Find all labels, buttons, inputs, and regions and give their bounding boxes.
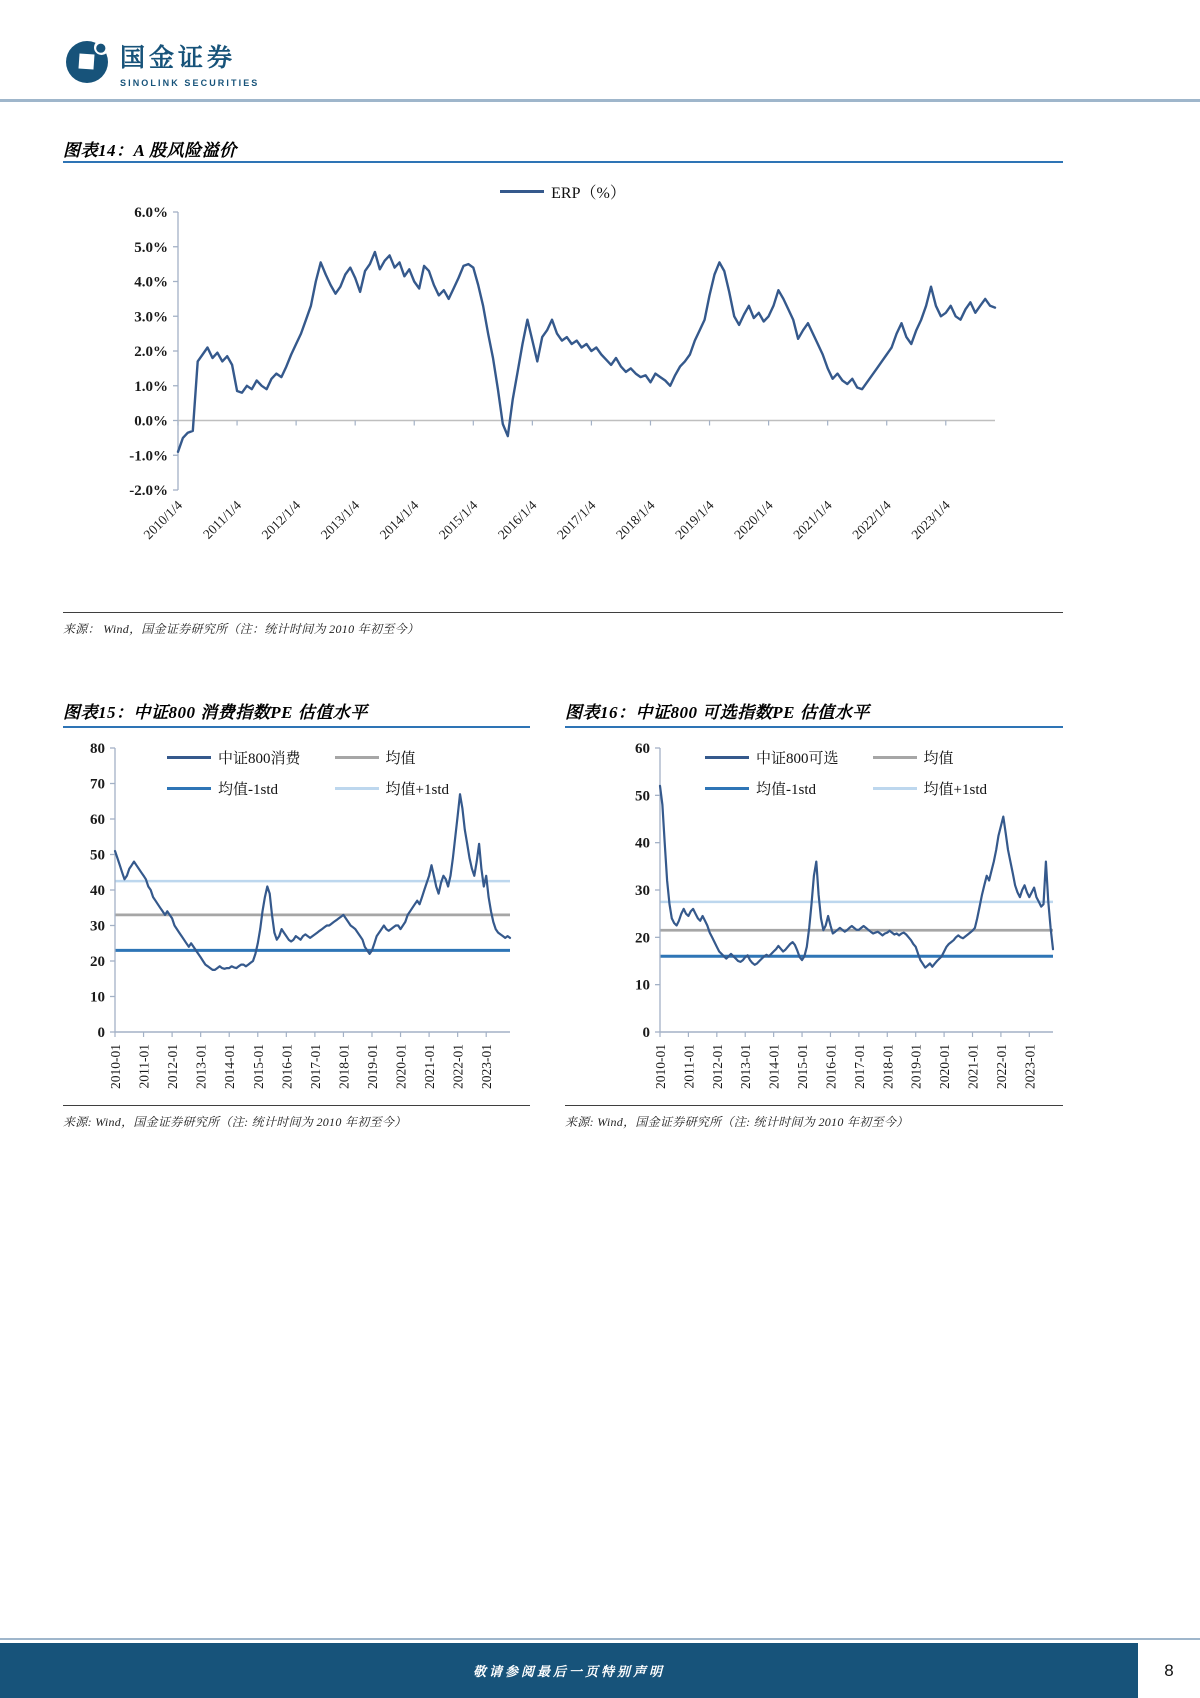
brand-name-cn: 国金证券 [120, 44, 237, 72]
mean-plus-1std-swatch [335, 787, 379, 790]
legend-label: 中证800可选 [756, 751, 839, 767]
mean-line-swatch [873, 756, 917, 759]
legend-item-mean-minus-1std [705, 778, 839, 799]
svg-text:2023/1/4: 2023/1/4 [908, 497, 953, 543]
svg-text:30: 30 [90, 918, 105, 935]
legend-label: 均值 [385, 751, 416, 767]
legend-item-mean-minus-1std [167, 778, 301, 799]
legend-item-mean-plus-1std [873, 778, 987, 799]
svg-text:0.0%: 0.0% [134, 413, 168, 430]
figure14-title-underline [63, 161, 1063, 163]
svg-text:5.0%: 5.0% [134, 239, 168, 256]
consumer-line-swatch [167, 756, 211, 759]
svg-text:2011/1/4: 2011/1/4 [199, 497, 245, 542]
mean-minus-1std-swatch [167, 787, 211, 790]
figure15-bottom-rule [63, 1105, 530, 1106]
svg-text:2012/1/4: 2012/1/4 [258, 497, 304, 543]
mean-minus-1std-swatch [705, 787, 749, 790]
svg-text:10: 10 [635, 977, 650, 994]
page-footer [0, 1643, 1200, 1698]
svg-text:2012-01: 2012-01 [165, 1044, 181, 1089]
page-header [0, 0, 1200, 99]
svg-text:2023-01: 2023-01 [1022, 1044, 1038, 1089]
svg-text:2014-01: 2014-01 [766, 1044, 782, 1089]
svg-text:-1.0%: -1.0% [129, 448, 168, 465]
footer-bar [0, 1643, 1138, 1698]
erp-chart [63, 170, 1063, 615]
figure15-legend [167, 747, 449, 799]
svg-text:2015/1/4: 2015/1/4 [435, 497, 481, 543]
figure15-title: 图表15：中证800 消费指数PE 估值水平 [63, 703, 368, 722]
svg-text:2013-01: 2013-01 [193, 1044, 209, 1089]
legend-label: 中证800消费 [218, 751, 301, 767]
legend-label: 均值+1std [923, 782, 987, 798]
svg-text:2017-01: 2017-01 [851, 1044, 867, 1089]
page-number: 8 [1138, 1643, 1200, 1698]
footer-divider [0, 1638, 1200, 1640]
svg-text:2019/1/4: 2019/1/4 [672, 497, 717, 543]
figure16-title: 图表16：中证800 可选指数PE 估值水平 [565, 703, 870, 722]
legend-label: 均值+1std [385, 782, 449, 798]
svg-text:2013-01: 2013-01 [738, 1044, 754, 1089]
figure15-source: 来源: Wind，国金证券研究所（注: 统计时间为 2010 年初至今） [63, 1115, 407, 1129]
figure16-source: 来源: Wind，国金证券研究所（注: 统计时间为 2010 年初至今） [565, 1115, 909, 1129]
legend-label: 均值-1std [218, 782, 279, 798]
sinolink-logo-icon [64, 36, 112, 84]
svg-text:3.0%: 3.0% [134, 309, 168, 326]
svg-text:80: 80 [90, 741, 105, 757]
figure16-bottom-rule [565, 1105, 1063, 1106]
svg-text:2016/1/4: 2016/1/4 [494, 497, 540, 543]
legend-label: 均值-1std [756, 782, 817, 798]
svg-text:4.0%: 4.0% [134, 274, 168, 291]
svg-text:2010-01: 2010-01 [108, 1044, 123, 1089]
svg-text:2012-01: 2012-01 [709, 1044, 725, 1089]
figure15-title-underline [63, 726, 530, 728]
svg-text:2015-01: 2015-01 [250, 1044, 266, 1089]
svg-text:2021-01: 2021-01 [965, 1044, 981, 1089]
svg-text:2015-01: 2015-01 [795, 1044, 811, 1089]
figure16-title-underline [565, 726, 1063, 728]
svg-text:2022-01: 2022-01 [450, 1044, 466, 1089]
svg-text:2016-01: 2016-01 [823, 1044, 839, 1089]
svg-text:-2.0%: -2.0% [129, 483, 168, 499]
figure14-title: 图表14：A 股风险溢价 [63, 141, 237, 160]
legend-item-mean [873, 747, 987, 768]
svg-text:2022/1/4: 2022/1/4 [849, 497, 894, 543]
svg-text:2011-01: 2011-01 [681, 1044, 697, 1089]
svg-text:50: 50 [635, 788, 650, 805]
svg-text:2011-01: 2011-01 [136, 1044, 152, 1089]
svg-text:2014-01: 2014-01 [222, 1044, 238, 1089]
legend-label: 均值 [923, 751, 954, 767]
discretionary-line-swatch [705, 756, 749, 759]
svg-text:2013/1/4: 2013/1/4 [317, 497, 363, 543]
svg-text:2014/1/4: 2014/1/4 [376, 497, 422, 543]
brand-name-en: SINOLINK SECURITIES [120, 78, 260, 88]
svg-text:2020-01: 2020-01 [937, 1044, 953, 1089]
svg-text:40: 40 [90, 883, 105, 899]
svg-text:2018-01: 2018-01 [336, 1044, 352, 1089]
svg-text:50: 50 [90, 847, 105, 864]
svg-text:60: 60 [635, 741, 650, 757]
legend-item-discretionary [705, 747, 839, 768]
figure14-source: 来源： Wind，国金证券研究所（注：统计时间为 2010 年初至今） [63, 622, 420, 636]
svg-text:20: 20 [635, 930, 650, 947]
figure14-bottom-rule [63, 612, 1063, 613]
svg-text:1.0%: 1.0% [134, 378, 168, 395]
svg-text:2017/1/4: 2017/1/4 [553, 497, 599, 543]
erp-legend-label: ERP（%） [551, 185, 626, 202]
brand-block [120, 38, 259, 88]
svg-text:2.0%: 2.0% [134, 344, 168, 360]
mean-line-swatch [335, 756, 379, 759]
svg-text:60: 60 [90, 812, 105, 828]
legend-item-mean [335, 747, 449, 768]
svg-text:20: 20 [90, 954, 105, 970]
svg-text:10: 10 [90, 989, 105, 1006]
svg-text:0: 0 [97, 1025, 105, 1041]
svg-text:2016-01: 2016-01 [279, 1044, 295, 1089]
header-divider [0, 99, 1200, 102]
svg-text:2020/1/4: 2020/1/4 [731, 497, 776, 543]
footer-disclaimer: 敬请参阅最后一页特别声明 [472, 1664, 665, 1679]
svg-text:2018/1/4: 2018/1/4 [613, 497, 658, 543]
svg-text:40: 40 [635, 835, 650, 852]
svg-text:0: 0 [642, 1025, 650, 1041]
svg-text:2023-01: 2023-01 [479, 1044, 495, 1089]
mean-plus-1std-swatch [873, 787, 917, 790]
legend-item-mean-plus-1std [335, 778, 449, 799]
svg-text:6.0%: 6.0% [134, 205, 168, 221]
discretionary-pe-chart [565, 735, 1063, 1110]
svg-text:2010-01: 2010-01 [653, 1044, 668, 1089]
svg-text:30: 30 [635, 883, 650, 899]
svg-text:70: 70 [90, 776, 105, 793]
svg-text:2019-01: 2019-01 [364, 1044, 380, 1089]
svg-text:2018-01: 2018-01 [880, 1044, 896, 1089]
svg-text:2019-01: 2019-01 [908, 1044, 924, 1089]
svg-text:2021/1/4: 2021/1/4 [790, 497, 835, 543]
legend-item-consumer [167, 747, 301, 768]
svg-text:2010/1/4: 2010/1/4 [140, 497, 186, 543]
svg-text:2022-01: 2022-01 [993, 1044, 1009, 1089]
consumer-pe-chart [63, 735, 530, 1110]
svg-text:2017-01: 2017-01 [307, 1044, 323, 1089]
svg-text:2020-01: 2020-01 [393, 1044, 409, 1089]
figure16-legend [705, 747, 987, 799]
svg-text:2021-01: 2021-01 [422, 1044, 438, 1089]
